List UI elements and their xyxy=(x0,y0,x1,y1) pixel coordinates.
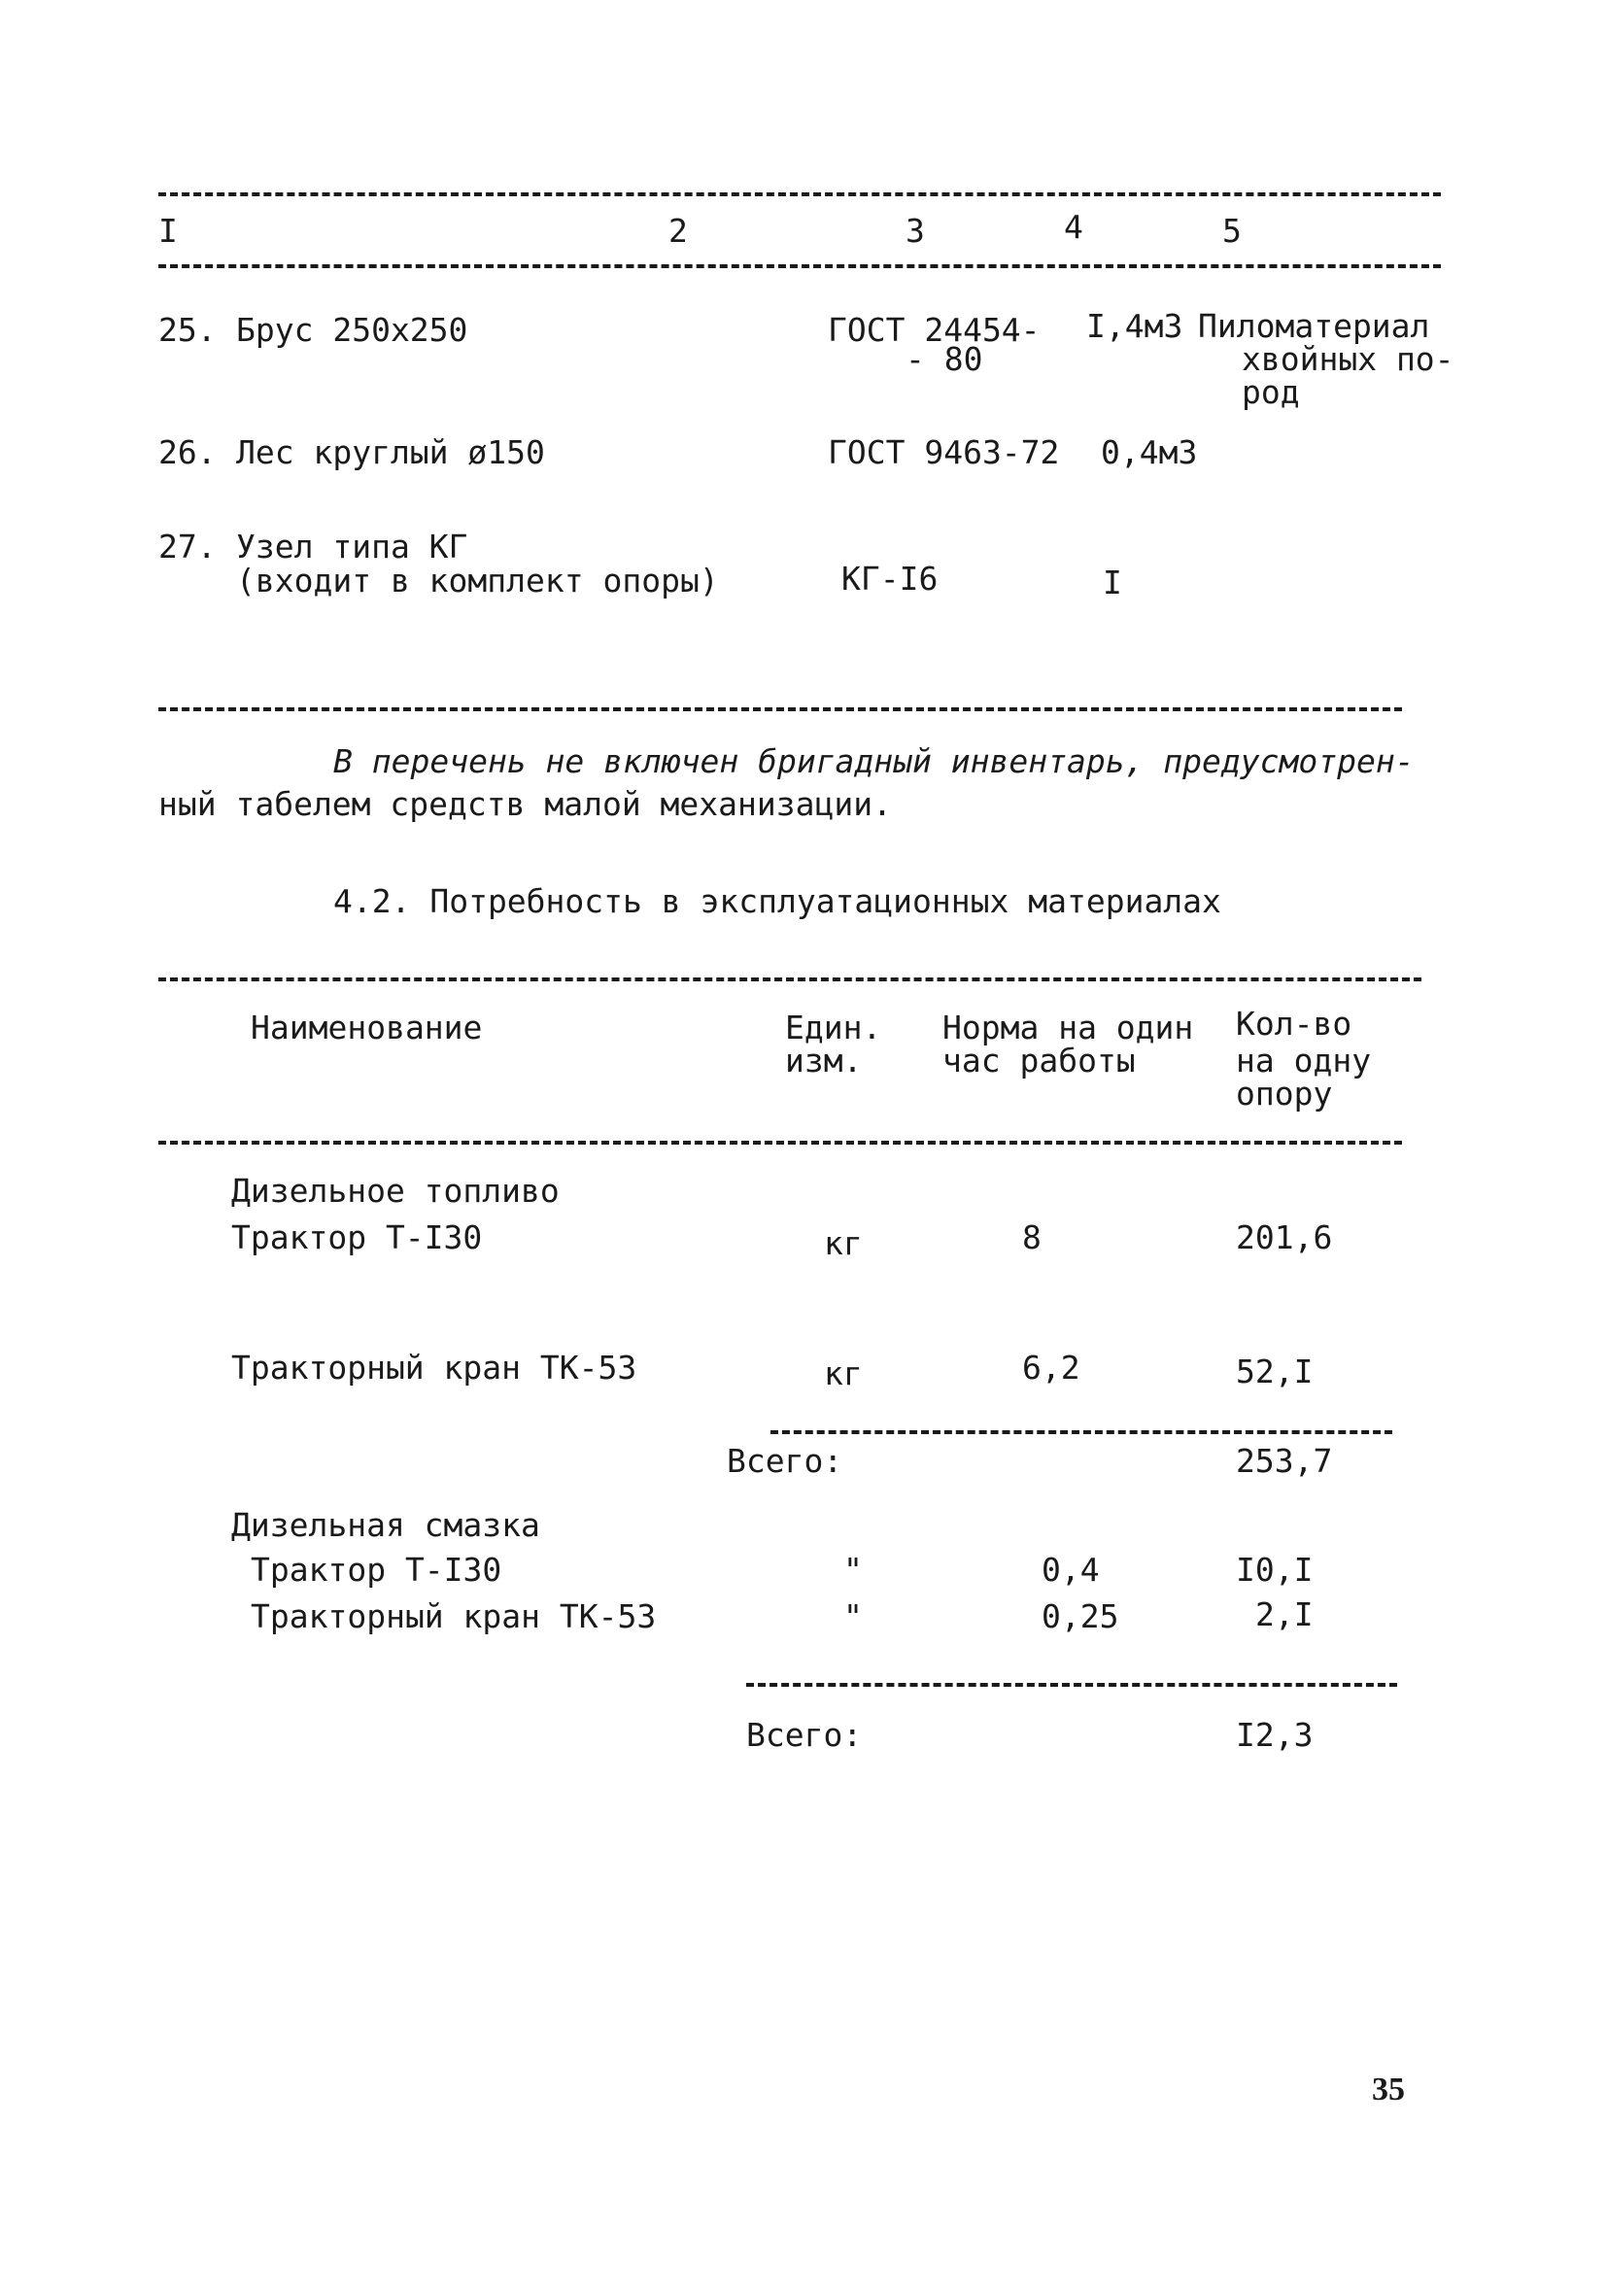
table2-header-qty-line2: на одну xyxy=(1236,1042,1372,1079)
table1-header-rule xyxy=(158,264,1441,268)
material-row-name: Тракторный кран ТК-53 xyxy=(231,1349,637,1387)
item-name: Лес круглый ø150 xyxy=(236,433,545,471)
table1-top-rule xyxy=(158,192,1441,196)
material-row-name: Трактор Т-I30 xyxy=(231,1218,483,1256)
item-note-line3: род xyxy=(1242,373,1300,411)
material-row-name: Тракторный кран ТК-53 xyxy=(251,1597,657,1635)
table1-col-header-2: 2 xyxy=(668,212,688,250)
material-row-name: Трактор Т-I30 xyxy=(251,1551,502,1589)
subtotal-rule xyxy=(746,1683,1397,1687)
table1-bottom-rule xyxy=(158,707,1402,711)
material-row-unit: " xyxy=(843,1597,863,1635)
table2-header-qty-line1: Кол-во xyxy=(1236,1005,1352,1043)
note-paragraph-line2: ный табелем средств малой механизации. xyxy=(158,785,892,823)
table2-header-name: Наименование xyxy=(251,1009,483,1046)
table2-top-rule xyxy=(158,977,1421,981)
table1-col-header-5: 5 xyxy=(1222,212,1242,250)
item-standard: ГОСТ 24454- xyxy=(828,311,1041,349)
page-number: 35 xyxy=(1372,2072,1405,2108)
item-quantity: 0,4м3 xyxy=(1101,433,1198,471)
table1-col-header-3: 3 xyxy=(906,212,925,250)
material-row-norm: 6,2 xyxy=(1022,1349,1080,1387)
material-row-norm: 0,4 xyxy=(1042,1551,1100,1589)
table1-col-header-1: I xyxy=(158,212,178,250)
item-standard: ГОСТ 9463-72 xyxy=(828,433,1060,471)
material-row-norm: 8 xyxy=(1022,1218,1042,1256)
subtotal-rule xyxy=(770,1430,1392,1434)
subtotal-label: Всего: xyxy=(727,1442,843,1480)
material-row-norm: 0,25 xyxy=(1042,1597,1119,1635)
item-standard: КГ-I6 xyxy=(841,560,939,598)
table2-header-qty-line3: опору xyxy=(1236,1075,1333,1113)
material-row-qty: I0,I xyxy=(1236,1551,1314,1589)
table2-header-rule xyxy=(158,1141,1402,1145)
material-row-qty: 201,6 xyxy=(1236,1218,1333,1256)
note-paragraph-line1: В перечень не включен бригадный инвентарь, предусмотрен- xyxy=(333,742,1415,780)
item-standard-line2: - 80 xyxy=(906,340,983,378)
item-quantity: I,4м3 xyxy=(1086,307,1183,345)
group-title-lubricant: Дизельная смазка xyxy=(231,1506,540,1544)
item-quantity: I xyxy=(1103,564,1122,601)
table2-header-unit-line2: изм. xyxy=(785,1042,863,1079)
material-row-unit: кг xyxy=(824,1354,863,1392)
subtotal-label: Всего: xyxy=(746,1716,863,1754)
table2-header-norm-line2: час работы xyxy=(942,1042,1136,1079)
table1-col-header-4: 4 xyxy=(1064,208,1083,246)
material-row-qty: 52,I xyxy=(1236,1353,1314,1390)
material-row-unit: " xyxy=(843,1551,863,1589)
item-name-line2: (входит в комплект опоры) xyxy=(236,562,719,600)
item-name: Брус 250х250 xyxy=(236,311,468,349)
material-row-qty: 2,I xyxy=(1255,1595,1314,1633)
subtotal-value: 253,7 xyxy=(1236,1442,1333,1480)
group-title-fuel: Дизельное топливо xyxy=(231,1172,560,1210)
row-number: 25. xyxy=(158,311,217,349)
subtotal-value: I2,3 xyxy=(1236,1716,1314,1754)
item-note-line2: хвойных по- xyxy=(1242,340,1454,378)
item-note-line1: Пиломатериал xyxy=(1198,307,1430,345)
material-row-unit: кг xyxy=(824,1224,863,1262)
section-title: 4.2. Потребность в эксплуатационных материалах xyxy=(333,882,1221,920)
item-name: Узел типа КГ xyxy=(236,528,468,565)
table2-header-unit-line1: Един. xyxy=(785,1009,882,1046)
row-number: 27. xyxy=(158,528,217,565)
table2-header-norm-line1: Норма на один xyxy=(942,1009,1194,1046)
row-number: 26. xyxy=(158,433,217,471)
